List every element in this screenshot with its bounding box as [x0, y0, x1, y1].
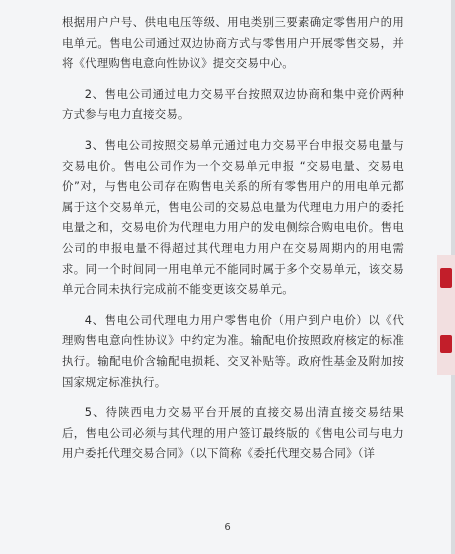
paragraph-3: 3、售电公司按照交易单元通过电力交易平台申报交易电量与交易电价。售电公司作为一个交易单元申报 “交易电量、交易电价”对，与售电公司存在购售电关系的所有零售用户的用电单元都属于这个交易单元，售电公司的交易总电量为代理电力用户的委托电量之和，交易电价为代理电力用户的发电侧综合购电电价。售电公司的申报电量不得超过其代理电力用户在交易周期内的用电需求。同一个时间同一用电单元不能同时属于多个交易单元，该交易单元合同未执行完成前不能变更该交易单元。 [62, 137, 404, 297]
document-body [62, 12, 404, 474]
seal-fragment-top [440, 268, 452, 288]
page-number: 6 [224, 522, 231, 533]
seal-fragment-bottom [440, 335, 452, 353]
paragraph-1: 根据用户户号、供电电压等级、用电类别三要素确定零售用户的用电单元。售电公司通过双边协商方式与零售用户开展零售交易，并将《代理购售电意向性协议》提交交易中心。 [62, 15, 404, 71]
paragraph-2: 2、售电公司通过电力交易平台按照双边协商和集中竞价两种方式参与电力直接交易。 [62, 86, 404, 122]
paragraph-4: 4、售电公司代理电力用户零售电价（用户到户电价）以《代理购售电意向性协议》中约定为准。输配电价按照政府核定的标准执行。输配电价含输配电损耗、交叉补贴等。政府性基金及附加按国家规定标准执行。 [62, 312, 404, 389]
paragraph-5: 5、待陕西电力交易平台开展的直接交易出清直接交易结果后，售电公司必须与其代理的用户签订最终版的《售电公司与电力用户委托代理交易合同》（以下简称《委托代理交易合同》（详 [62, 405, 404, 461]
